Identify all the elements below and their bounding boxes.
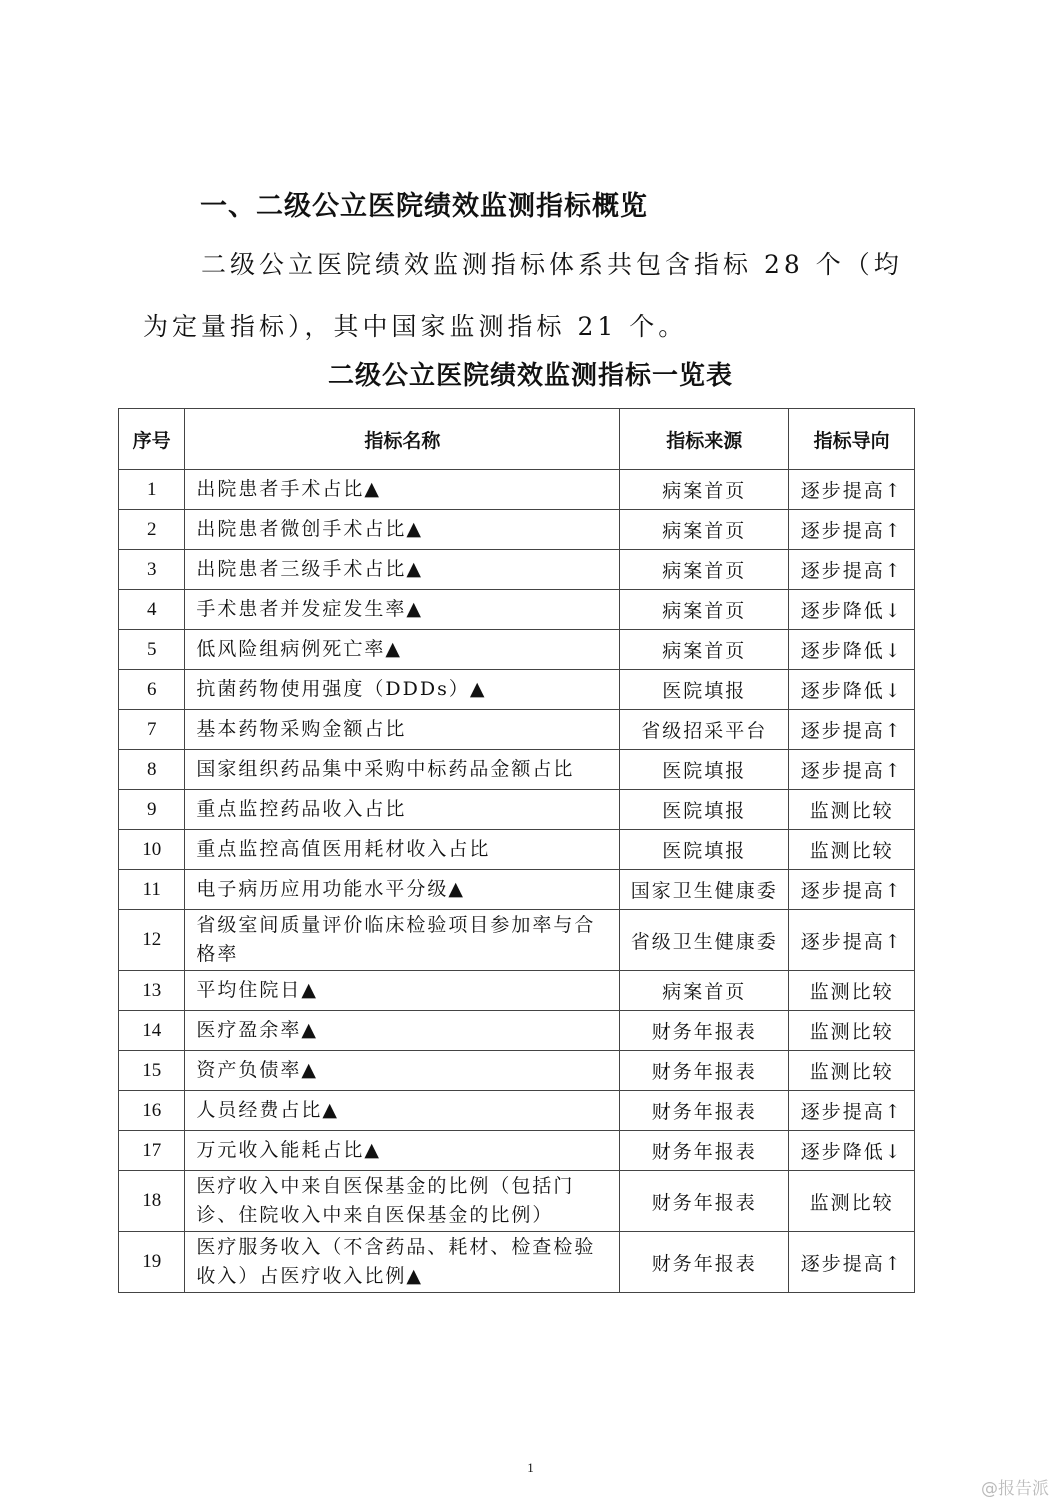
cell-no: 8 — [119, 750, 185, 790]
cell-no: 10 — [119, 830, 185, 870]
cell-name: 低风险组病例死亡率▲ — [185, 630, 620, 670]
cell-direction: 逐步提高↑ — [789, 870, 915, 910]
cell-no: 3 — [119, 550, 185, 590]
table-body — [119, 470, 915, 1293]
cell-no: 13 — [119, 971, 185, 1011]
cell-name: 资产负债率▲ — [185, 1051, 620, 1091]
cell-direction: 监测比较 — [789, 971, 915, 1011]
cell-name: 电子病历应用功能水平分级▲ — [185, 870, 620, 910]
cell-name: 抗菌药物使用强度（DDDs）▲ — [185, 670, 620, 710]
table-row — [119, 830, 915, 870]
cell-direction: 监测比较 — [789, 830, 915, 870]
cell-source: 财务年报表 — [620, 1232, 789, 1293]
table-row — [119, 630, 915, 670]
table-header-row — [119, 409, 915, 470]
cell-source: 病案首页 — [620, 630, 789, 670]
cell-name: 国家组织药品集中采购中标药品金额占比 — [185, 750, 620, 790]
cell-source: 省级招采平台 — [620, 710, 789, 750]
cell-no: 4 — [119, 590, 185, 630]
table-row — [119, 750, 915, 790]
table-row — [119, 590, 915, 630]
cell-no: 2 — [119, 510, 185, 550]
header-name: 指标名称 — [185, 409, 620, 470]
cell-direction: 监测比较 — [789, 1171, 915, 1232]
table-row — [119, 710, 915, 750]
cell-direction: 逐步降低↓ — [789, 1131, 915, 1171]
cell-name: 重点监控药品收入占比 — [185, 790, 620, 830]
cell-no: 6 — [119, 670, 185, 710]
cell-source: 病案首页 — [620, 510, 789, 550]
cell-direction: 逐步降低↓ — [789, 670, 915, 710]
cell-source: 医院填报 — [620, 750, 789, 790]
cell-source: 财务年报表 — [620, 1091, 789, 1131]
cell-name: 省级室间质量评价临床检验项目参加率与合格率 — [185, 910, 620, 971]
cell-direction: 逐步提高↑ — [789, 1091, 915, 1131]
table-row — [119, 550, 915, 590]
cell-no: 11 — [119, 870, 185, 910]
cell-source: 财务年报表 — [620, 1011, 789, 1051]
table-title: 二级公立医院绩效监测指标一览表 — [327, 361, 733, 391]
cell-name: 平均住院日▲ — [185, 971, 620, 1011]
cell-source: 财务年报表 — [620, 1131, 789, 1171]
cell-source: 财务年报表 — [620, 1171, 789, 1232]
cell-no: 14 — [119, 1011, 185, 1051]
cell-name: 医疗盈余率▲ — [185, 1011, 620, 1051]
cell-source: 病案首页 — [620, 470, 789, 510]
cell-name: 出院患者手术占比▲ — [185, 470, 620, 510]
table-row — [119, 870, 915, 910]
cell-no: 9 — [119, 790, 185, 830]
cell-source: 国家卫生健康委 — [620, 870, 789, 910]
cell-name: 出院患者微创手术占比▲ — [185, 510, 620, 550]
cell-direction: 逐步提高↑ — [789, 910, 915, 971]
cell-no: 15 — [119, 1051, 185, 1091]
table-row — [119, 1232, 915, 1293]
table-row — [119, 1131, 915, 1171]
cell-direction: 逐步提高↑ — [789, 550, 915, 590]
cell-name: 重点监控高值医用耗材收入占比 — [185, 830, 620, 870]
intro-paragraph: 二级公立医院绩效监测指标体系共包含指标 28 个（均为定量指标），其中国家监测指标 21 个。 — [143, 250, 903, 341]
cell-no: 7 — [119, 710, 185, 750]
cell-source: 医院填报 — [620, 670, 789, 710]
cell-direction: 逐步提高↑ — [789, 470, 915, 510]
cell-name: 基本药物采购金额占比 — [185, 710, 620, 750]
cell-direction: 监测比较 — [789, 790, 915, 830]
cell-direction: 逐步提高↑ — [789, 750, 915, 790]
header-direction: 指标导向 — [789, 409, 915, 470]
header-source: 指标来源 — [620, 409, 789, 470]
cell-name: 万元收入能耗占比▲ — [185, 1131, 620, 1171]
cell-no: 19 — [119, 1232, 185, 1293]
cell-source: 医院填报 — [620, 830, 789, 870]
cell-source: 病案首页 — [620, 971, 789, 1011]
cell-no: 16 — [119, 1091, 185, 1131]
cell-name: 手术患者并发症发生率▲ — [185, 590, 620, 630]
cell-no: 12 — [119, 910, 185, 971]
watermark: @报告派 — [981, 1479, 1049, 1499]
cell-source: 省级卫生健康委 — [620, 910, 789, 971]
table-row — [119, 510, 915, 550]
indicator-table — [118, 408, 915, 1293]
section-heading: 一、二级公立医院绩效监测指标概览 — [200, 191, 648, 222]
table-row — [119, 1171, 915, 1232]
cell-name: 医疗服务收入（不含药品、耗材、检查检验收入）占医疗收入比例▲ — [185, 1232, 620, 1293]
cell-no: 1 — [119, 470, 185, 510]
page-number: 1 — [527, 1460, 534, 1475]
cell-direction: 逐步提高↑ — [789, 1232, 915, 1293]
table-row — [119, 1091, 915, 1131]
cell-direction: 逐步降低↓ — [789, 630, 915, 670]
cell-source: 财务年报表 — [620, 1051, 789, 1091]
cell-name: 医疗收入中来自医保基金的比例（包括门诊、住院收入中来自医保基金的比例） — [185, 1171, 620, 1232]
cell-name: 人员经费占比▲ — [185, 1091, 620, 1131]
cell-source: 病案首页 — [620, 590, 789, 630]
table-row — [119, 1051, 915, 1091]
cell-no: 17 — [119, 1131, 185, 1171]
cell-no: 18 — [119, 1171, 185, 1232]
cell-name: 出院患者三级手术占比▲ — [185, 550, 620, 590]
table-row — [119, 470, 915, 510]
cell-direction: 逐步提高↑ — [789, 710, 915, 750]
table-row — [119, 1011, 915, 1051]
cell-direction: 监测比较 — [789, 1051, 915, 1091]
table-row — [119, 670, 915, 710]
cell-direction: 监测比较 — [789, 1011, 915, 1051]
cell-source: 病案首页 — [620, 550, 789, 590]
table-row — [119, 910, 915, 971]
header-no: 序号 — [119, 409, 185, 470]
cell-direction: 逐步降低↓ — [789, 590, 915, 630]
cell-direction: 逐步提高↑ — [789, 510, 915, 550]
table-row — [119, 790, 915, 830]
cell-source: 医院填报 — [620, 790, 789, 830]
table-row — [119, 971, 915, 1011]
cell-no: 5 — [119, 630, 185, 670]
